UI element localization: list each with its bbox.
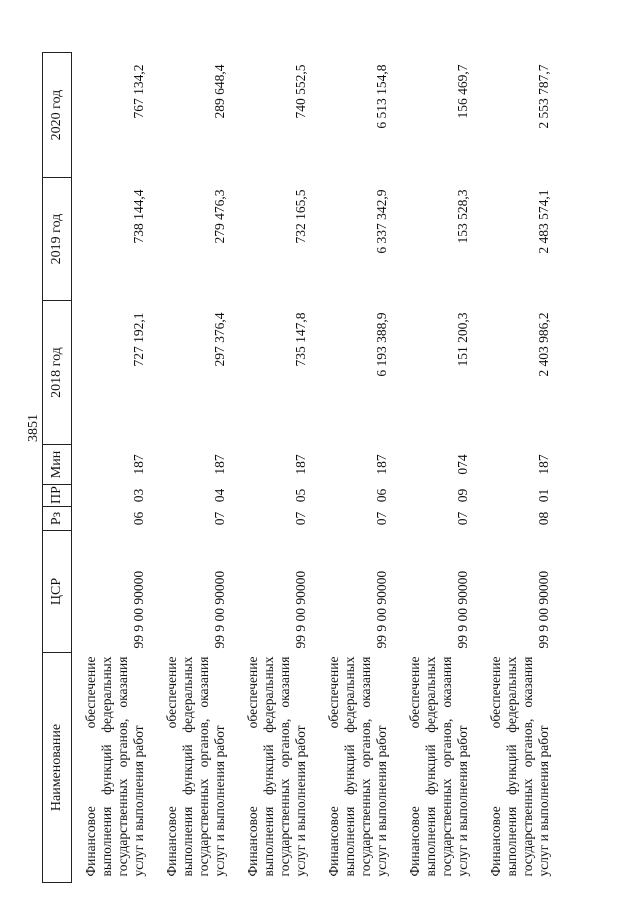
table-row [477, 53, 558, 883]
row-rz: 06 [130, 511, 146, 526]
row-csr: 99 9 00 90000 [211, 570, 227, 649]
row-csr: 99 9 00 90000 [454, 570, 470, 649]
row-name [234, 653, 315, 883]
row-pr: 09 [454, 488, 470, 503]
name-rest: выполнения функций федеральных государственных органов, оказания услуг и выполнения работ [179, 656, 227, 877]
name-word2: обеспечение [163, 656, 179, 729]
row-2019: 279 476,3 [211, 189, 227, 244]
name-rest: выполнения функций федеральных государственных органов, оказания услуг и выполнения работ [260, 656, 308, 877]
page-number: 3851 [26, 414, 41, 442]
row-min: 187 [373, 454, 389, 475]
row-2020: 156 469,7 [454, 64, 470, 119]
row-pr: 01 [535, 488, 551, 503]
row-2020: 6 513 154,8 [373, 64, 389, 129]
row-name [153, 653, 234, 883]
header-rz: Рз [43, 507, 72, 531]
name-word2: обеспечение [406, 656, 422, 729]
row-rz: 07 [454, 511, 470, 526]
row-pr: 06 [373, 488, 389, 503]
row-min: 187 [535, 454, 551, 475]
row-rz: 07 [373, 511, 389, 526]
name-word1: Финансовое [244, 806, 260, 877]
header-name: Наименование [43, 653, 72, 883]
name-word2: обеспечение [325, 656, 341, 729]
row-2018: 6 193 388,9 [373, 312, 389, 377]
row-csr: 99 9 00 90000 [130, 570, 146, 649]
row-name [396, 653, 477, 883]
row-2019: 732 165,5 [292, 189, 308, 244]
name-word1: Финансовое [406, 806, 422, 877]
row-2020: 2 553 787,7 [535, 64, 551, 129]
row-rz: 07 [211, 511, 227, 526]
name-word2: обеспечение [487, 656, 503, 729]
name-rest: выполнения функций федеральных государственных органов, оказания услуг и выполнения работ [422, 656, 470, 877]
row-pr: 04 [211, 488, 227, 503]
row-2020: 767 134,2 [130, 64, 146, 119]
header-2018: 2018 год [43, 301, 72, 445]
row-csr: 99 9 00 90000 [535, 570, 551, 649]
header-pr: ПР [43, 485, 72, 507]
row-2020: 289 648,4 [211, 64, 227, 119]
name-word1: Финансовое [487, 806, 503, 877]
name-word2: обеспечение [82, 656, 98, 729]
header-2019: 2019 год [43, 178, 72, 301]
row-min: 074 [454, 454, 470, 475]
table-row [396, 53, 477, 883]
table-row [72, 53, 153, 883]
row-2019: 2 483 574,1 [535, 189, 551, 254]
header-csr: ЦСР [43, 531, 72, 653]
row-min: 187 [211, 454, 227, 475]
table-row [153, 53, 234, 883]
row-name [477, 653, 558, 883]
row-2019: 153 528,3 [454, 189, 470, 244]
table-row [315, 53, 396, 883]
table-row [234, 53, 315, 883]
row-2018: 151 200,3 [454, 312, 470, 367]
name-word1: Финансовое [325, 806, 341, 877]
header-min: Мин [43, 445, 72, 485]
name-word1: Финансовое [82, 806, 98, 877]
row-2019: 738 144,4 [130, 189, 146, 244]
budget-table [42, 52, 558, 883]
budget-table-wrapper [42, 53, 582, 883]
row-rz: 07 [292, 511, 308, 526]
row-csr: 99 9 00 90000 [292, 570, 308, 649]
row-2018: 297 376,4 [211, 312, 227, 367]
row-2019: 6 337 342,9 [373, 189, 389, 254]
table-body [72, 53, 558, 883]
row-2018: 727 192,1 [130, 312, 146, 367]
row-2018: 735 147,8 [292, 312, 308, 367]
name-word1: Финансовое [163, 806, 179, 877]
row-pr: 05 [292, 488, 308, 503]
row-name [315, 653, 396, 883]
header-2020: 2020 год [43, 53, 72, 178]
table-header [43, 53, 72, 883]
row-2018: 2 403 986,2 [535, 312, 551, 377]
row-csr: 99 9 00 90000 [373, 570, 389, 649]
name-rest: выполнения функций федеральных государственных органов, оказания услуг и выполнения работ [503, 656, 551, 877]
row-name [72, 653, 153, 883]
name-rest: выполнения функций федеральных государственных органов, оказания услуг и выполнения работ [341, 656, 389, 877]
row-pr: 03 [130, 488, 146, 503]
name-word2: обеспечение [244, 656, 260, 729]
name-rest: выполнения функций федеральных государственных органов, оказания услуг и выполнения работ [98, 656, 146, 877]
row-min: 187 [292, 454, 308, 475]
row-2020: 740 552,5 [292, 64, 308, 119]
row-min: 187 [130, 454, 146, 475]
row-rz: 08 [535, 511, 551, 526]
